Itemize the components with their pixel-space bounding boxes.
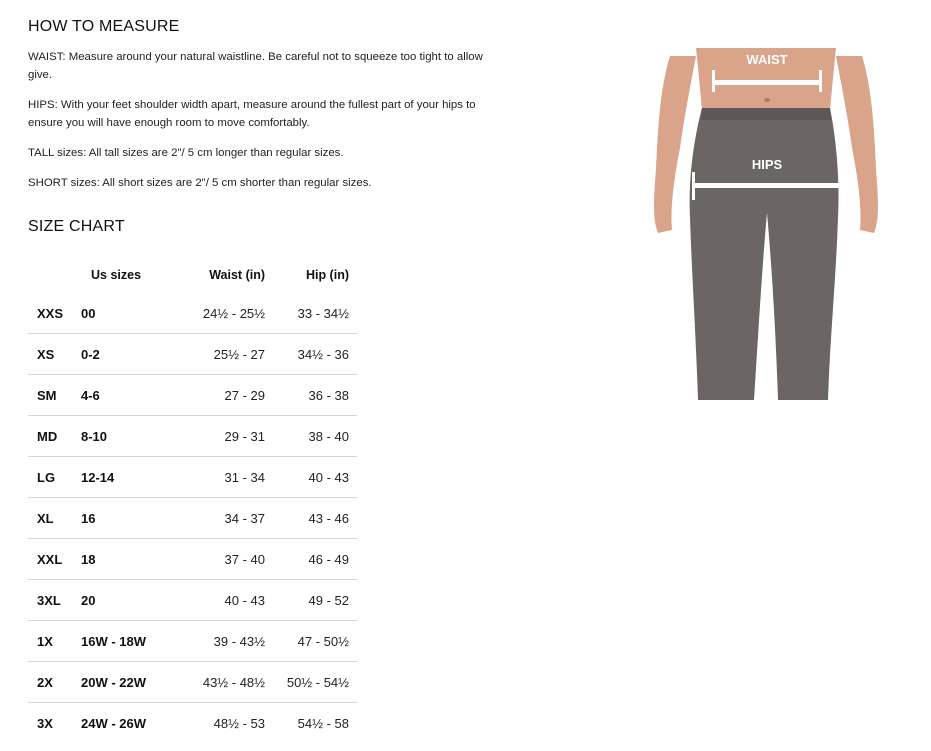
- hips-label: HIPS: [751, 157, 783, 172]
- table-row: [28, 334, 357, 375]
- hip-cell: 36 - 38: [265, 375, 357, 416]
- size-cell: 3X: [37, 715, 53, 731]
- hip-cell: 34½ - 36: [265, 334, 357, 375]
- waist-label: WAIST: [746, 52, 788, 67]
- hips-bar: [694, 183, 840, 188]
- us-size-cell: 20: [81, 580, 179, 621]
- size-cell: 3XL: [28, 580, 81, 621]
- hips-bar-left-cap: [692, 172, 695, 200]
- hip-cell: 54½ - 58: [297, 715, 349, 731]
- waist-bar: [714, 80, 820, 85]
- us-size-cell: 4-6: [81, 375, 179, 416]
- us-size-cell: 24W - 26W: [81, 715, 147, 731]
- leggings: [690, 108, 839, 400]
- waist-cell: 34 - 37: [179, 498, 265, 539]
- waist-cell: 24½ - 25½: [179, 293, 265, 334]
- leggings-model-illustration: [650, 48, 882, 400]
- size-cell: XXS: [28, 293, 81, 334]
- size-cell: SM: [28, 375, 81, 416]
- waist-cell: 37 - 40: [179, 539, 265, 580]
- size-chart-heading: SIZE CHART: [28, 218, 125, 235]
- hip-cell: 40 - 43: [265, 457, 357, 498]
- column-header-waist: Waist (in): [209, 268, 265, 282]
- table-row: [28, 498, 357, 539]
- leggings-waistband: [701, 108, 831, 120]
- waist-bar-right-cap: [819, 70, 822, 92]
- waist-cell: 43½ - 48½: [179, 662, 265, 703]
- us-size-cell: 18: [81, 539, 179, 580]
- us-size-cell: 0-2: [81, 334, 179, 375]
- size-cell: MD: [28, 416, 81, 457]
- right-arm: [836, 56, 878, 233]
- size-cell: 1X: [28, 621, 81, 662]
- table-row: [28, 416, 357, 457]
- hips-instructions: HIPS: With your feet shoulder width apart, measure around the fullest part of your hips to ensure you will have enough room to move comfortably.: [28, 99, 476, 129]
- size-chart-table: [28, 257, 357, 743]
- hips-bar-right-cap: [839, 172, 842, 200]
- us-size-cell: 8-10: [81, 416, 179, 457]
- us-size-cell: 12-14: [81, 457, 179, 498]
- table-row: [28, 375, 357, 416]
- column-header-size: [28, 257, 81, 293]
- size-cell: 2X: [28, 662, 81, 703]
- column-header-us-sizes: Us sizes: [91, 268, 142, 282]
- table-row: [28, 662, 357, 703]
- waist-cell: 31 - 34: [179, 457, 265, 498]
- waist-cell: 40 - 43: [179, 580, 265, 621]
- tall-sizes-note: TALL sizes: All tall sizes are 2"/ 5 cm longer than regular sizes.: [28, 147, 344, 159]
- hip-cell: 33 - 34½: [265, 293, 357, 334]
- table-row: [28, 621, 357, 662]
- table-row: [28, 703, 357, 744]
- hip-cell: 43 - 46: [265, 498, 357, 539]
- model-body: [654, 48, 878, 400]
- waist-bar-left-cap: [712, 70, 715, 92]
- hip-cell: 38 - 40: [265, 416, 357, 457]
- column-header-hip: Hip (in): [305, 268, 349, 282]
- size-cell: XXL: [28, 539, 81, 580]
- waist-cell: 29 - 31: [179, 416, 265, 457]
- waist-cell: 27 - 29: [179, 375, 265, 416]
- table-row: [28, 293, 357, 334]
- waist-instructions: WAIST: Measure around your natural waistline. Be careful not to squeeze too tight to allow give.: [28, 51, 483, 81]
- short-sizes-note: SHORT sizes: All short sizes are 2"/ 5 cm shorter than regular sizes.: [28, 177, 372, 189]
- size-cell: XS: [28, 334, 81, 375]
- us-size-cell: 00: [81, 293, 179, 334]
- size-chart-body: [28, 293, 357, 743]
- us-size-cell: 16W - 18W: [81, 621, 179, 662]
- hip-cell: 47 - 50½: [265, 621, 357, 662]
- us-size-cell: 20W - 22W: [81, 662, 179, 703]
- waist-cell: 25½ - 27: [179, 334, 265, 375]
- waist-cell: 48½ - 53: [213, 715, 265, 731]
- us-size-cell: 16: [81, 498, 179, 539]
- how-to-measure-heading: HOW TO MEASURE: [28, 18, 180, 35]
- size-cell: LG: [28, 457, 81, 498]
- table-row: [28, 539, 357, 580]
- hip-cell: 49 - 52: [265, 580, 357, 621]
- waist-cell: 39 - 43½: [179, 621, 265, 662]
- table-row: [28, 580, 357, 621]
- table-header-row: [28, 257, 357, 293]
- hip-cell: 46 - 49: [265, 539, 357, 580]
- table-row: [28, 457, 357, 498]
- navel: [764, 98, 770, 102]
- hip-cell: 50½ - 54½: [265, 662, 357, 703]
- size-cell: XL: [28, 498, 81, 539]
